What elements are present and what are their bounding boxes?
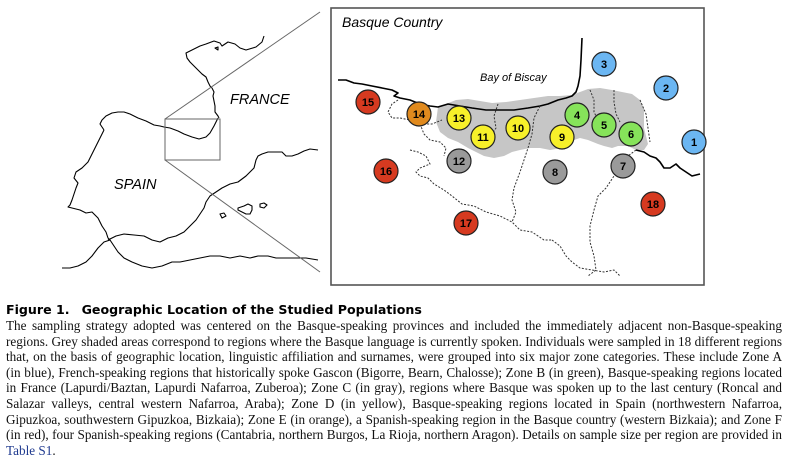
spain-south-coast	[108, 149, 318, 242]
figure-number: Figure 1.	[6, 302, 70, 317]
table-s1-link[interactable]: Table S1	[6, 442, 53, 458]
marker-number: 5	[600, 120, 608, 132]
marker-number: 9	[558, 132, 566, 144]
marker-region-12	[447, 149, 471, 173]
marker-number: 10	[511, 123, 525, 135]
marker-region-8	[543, 160, 567, 184]
marker-number: 18	[646, 199, 660, 211]
zoom-box	[165, 119, 220, 160]
marker-region-13	[447, 106, 471, 130]
marker-number: 11	[477, 132, 489, 144]
marker-region-14	[407, 102, 431, 126]
connector-bottom	[165, 160, 320, 272]
zoom-indicator	[165, 12, 320, 272]
spain-north-coast	[100, 112, 218, 139]
marker-number: 14	[412, 109, 426, 121]
marker-region-5	[592, 113, 616, 137]
africa-north-coast	[62, 240, 318, 268]
mallorca-island	[238, 204, 252, 214]
marker-region-15	[356, 90, 380, 114]
ibiza-island	[220, 213, 226, 218]
marker-number: 2	[662, 83, 670, 95]
marker-region-4	[565, 103, 589, 127]
marker-number: 7	[619, 161, 627, 173]
caption-body	[6, 318, 782, 458]
overview-map	[62, 36, 318, 268]
marker-region-7	[611, 154, 635, 178]
caption-text: The sampling strategy adopted was centered on the Basque-speaking provinces and included the immediately adjacent non-Basque-speaking regions. Grey shaded areas correspond to regions where the Basque language is currently spoken. Individuals were sampled in 18 different regions that, on the basis of geographic location, linguistic affiliation and surnames, were grouped into six major zone categories. These include Zone A (in blue), French-speaking regions that historically spoke Gascon (Bigorre, Bearn, Chalosse); Zone B (in green), Basque-speaking regions located in France (Lapurdi/Baztan, Lapurdi Nafarroa, Zuberoa); Zone C (in gray), regions where Basque was spoken up to the last century (Roncal and Salazar valleys, central western Nafarroa, Araba); Zone D (in yellow), Basque-speaking regions located in Spain (northwestern Nafarroa, Gipuzkoa, southwestern Gipuzkoa, Bizkaia); Zone E (in orange), a Spanish-speaking region in the Basque country (western Bizkaia); and Zone F (in red), four Spanish-speaking regions (Cantabria, northern Burgos, La Rioja, northern Aragon). Details on sample size per region are provided in	[6, 318, 782, 443]
marker-region-10	[506, 116, 530, 140]
marker-region-11	[471, 125, 495, 149]
marker-region-2	[654, 76, 678, 100]
marker-number: 6	[627, 129, 635, 141]
marker-region-9	[550, 125, 574, 149]
marker-region-16	[374, 159, 398, 183]
menorca-island	[260, 203, 267, 208]
marker-number: 12	[452, 156, 466, 168]
figure-title: Geographic Location of the Studied Populations	[81, 302, 422, 317]
label-spain: SPAIN	[114, 177, 157, 193]
marker-region-6	[619, 122, 643, 146]
marker-number: 13	[452, 113, 466, 125]
marker-number: 8	[551, 167, 559, 179]
marker-number: 17	[459, 218, 473, 230]
caption-title	[6, 302, 782, 318]
sea-label: Bay of Biscay	[480, 72, 547, 84]
iberia-west-coast	[68, 130, 110, 240]
figure-caption	[6, 302, 782, 458]
inset-title: Basque Country	[342, 14, 443, 30]
marker-number: 1	[690, 137, 698, 149]
marker-number: 15	[361, 97, 375, 109]
bretagne-island	[215, 47, 218, 50]
inset-map	[331, 8, 706, 285]
marker-region-18	[641, 192, 665, 216]
marker-region-1	[682, 130, 706, 154]
marker-region-17	[454, 211, 478, 235]
marker-region-3	[592, 52, 616, 76]
marker-number: 16	[379, 166, 393, 178]
marker-number: 4	[573, 110, 581, 122]
marker-number: 3	[600, 59, 608, 71]
label-france: FRANCE	[230, 92, 290, 108]
caption-text-end: .	[52, 442, 56, 458]
